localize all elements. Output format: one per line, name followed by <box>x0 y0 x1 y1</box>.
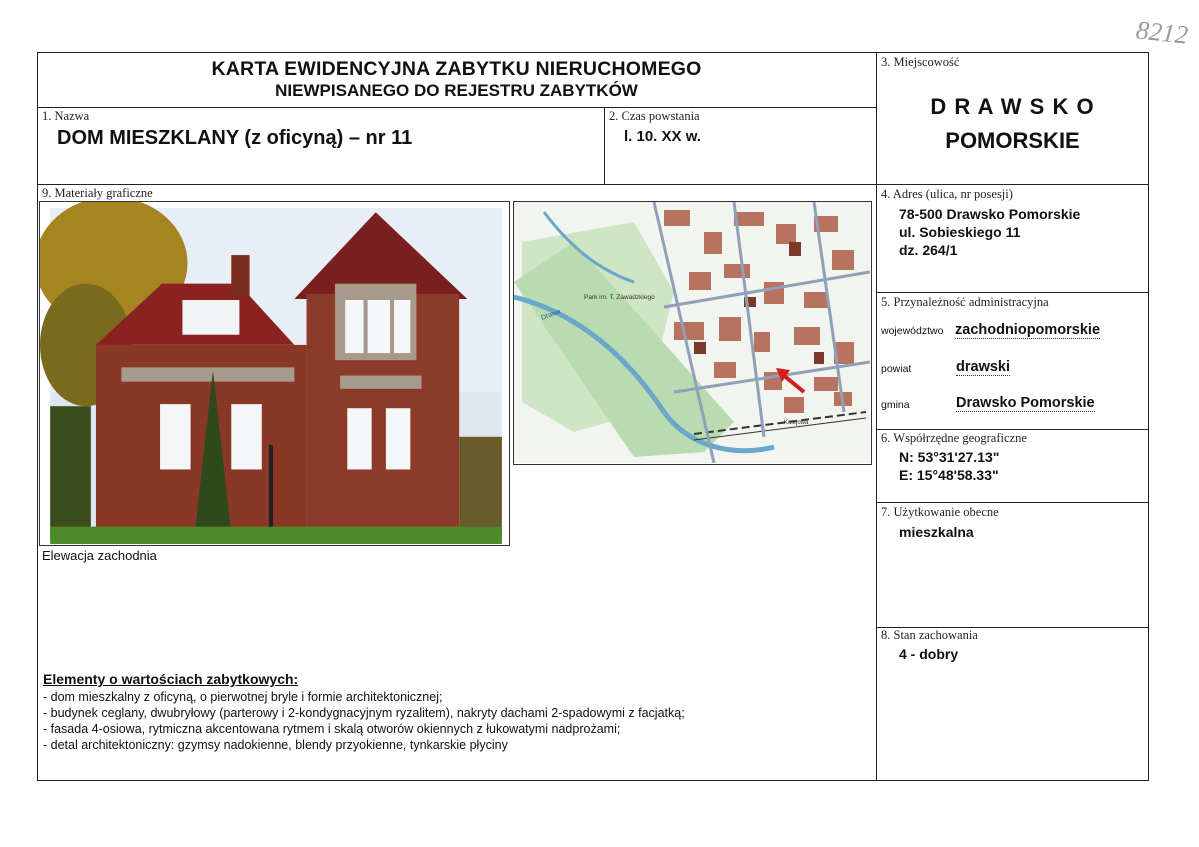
graphics-label: 9. Materiały graficzne <box>42 186 153 200</box>
condition-value: 4 - dobry <box>899 646 959 662</box>
coords-north: N: 53°31'27.13" <box>899 449 1000 465</box>
commune-value: Drawsko Pomorskie <box>956 395 1095 411</box>
photo-caption: Elewacja zachodnia <box>42 548 157 563</box>
location-map <box>513 201 872 465</box>
map-label-street: Kolejowa <box>784 420 809 426</box>
usage-value: mieszkalna <box>899 524 974 540</box>
address-line3: dz. 264/1 <box>899 242 958 258</box>
date-value: l. 10. XX w. <box>624 128 701 145</box>
divider-name-date <box>604 107 605 184</box>
coords-east: E: 15°48'58.33" <box>899 467 999 483</box>
divider-right-column <box>876 52 877 781</box>
elements-item: - detal architektoniczny: gzymsy nadokienne, blendy przyokienne, tynkarskie płyciny <box>43 738 508 752</box>
divider-under-coords <box>876 502 1149 503</box>
coords-label: 6. Współrzędne geograficzne <box>881 431 1027 445</box>
county-value: drawski <box>956 359 1010 375</box>
address-label: 4. Adres (ulica, nr posesji) <box>881 187 1013 201</box>
name-label: 1. Nazwa <box>42 109 90 123</box>
address-line2: ul. Sobieskiego 11 <box>899 224 1021 240</box>
card-title: KARTA EWIDENCYJNA ZABYTKU NIERUCHOMEGO <box>211 58 702 80</box>
handwritten-number: 8212 <box>1134 15 1190 50</box>
elements-item: - dom mieszkalny z oficyną, o pierwotnej bryle i formie architektonicznej; <box>43 690 443 704</box>
locality-value-line1: D R A W S K O <box>930 94 1095 119</box>
map-label-river: Drawa <box>540 308 562 322</box>
divider-under-name <box>37 184 1149 185</box>
voivodeship-key: województwo <box>881 325 944 337</box>
date-label: 2. Czas powstania <box>609 109 700 123</box>
admin-label: 5. Przynależność administracyjna <box>881 295 1049 309</box>
usage-label: 7. Użytkowanie obecne <box>881 505 999 519</box>
elements-item: - fasada 4-osiowa, rytmiczna akcentowana rytmem i skalą otworów okiennych z łukowatymi nadprożami; <box>43 722 621 736</box>
divider-under-address <box>876 292 1149 293</box>
voivodeship-value: zachodniopomorskie <box>955 322 1101 338</box>
building-photo <box>39 201 510 546</box>
commune-key: gmina <box>881 399 910 411</box>
locality-value-line2: POMORSKIE <box>945 128 1080 153</box>
map-label-park: Park im. T. Zawadzkiego <box>584 294 655 301</box>
name-value: DOM MIESZKLANY (z oficyną) – nr 11 <box>57 127 413 149</box>
address-line1: 78-500 Drawsko Pomorskie <box>899 206 1081 222</box>
divider-under-title <box>37 107 876 108</box>
elements-heading: Elementy o wartościach zabytkowych: <box>43 671 299 687</box>
elements-item: - budynek ceglany, dwubryłowy (parterowy i 2-kondygnacyjnym ryzalitem), nakryty dachami 2-spadowymi z facjatką; <box>43 706 685 720</box>
divider-under-admin <box>876 429 1149 430</box>
locality-label: 3. Miejscowość <box>881 55 960 69</box>
card-subtitle: NIEWPISANEGO DO REJESTRU ZABYTKÓW <box>275 81 638 100</box>
county-key: powiat <box>881 363 912 375</box>
condition-label: 8. Stan zachowania <box>881 628 978 642</box>
